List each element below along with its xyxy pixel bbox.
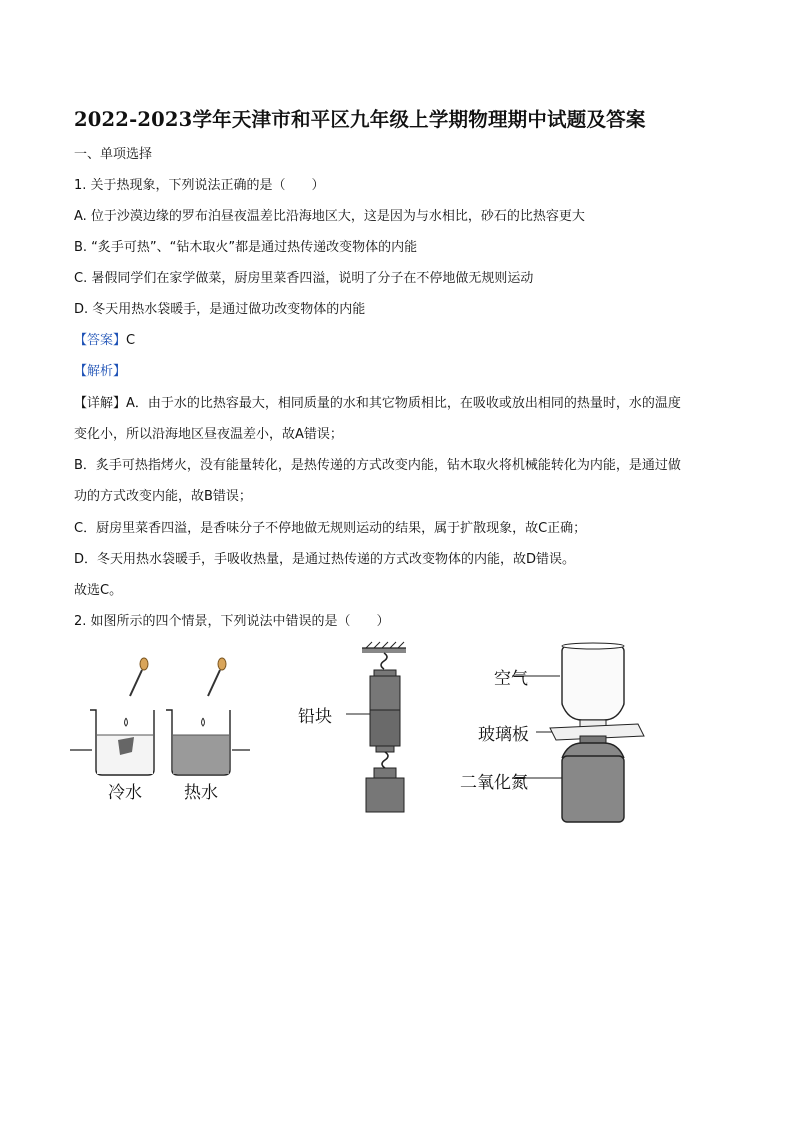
label-hot-water: 热水 xyxy=(184,783,218,803)
analysis-tag: 【解析】 xyxy=(74,364,127,379)
q2-figure xyxy=(60,640,700,830)
q2-figure-drawing xyxy=(60,640,700,830)
section-heading: 一、单项选择 xyxy=(74,147,153,162)
q1-detail-c: C．厨房里菜香四溢，是香味分子不停地做无规则运动的结果，属于扩散现象，故C正确； xyxy=(74,521,587,536)
q1-option-a: A. 位于沙漠边缘的罗布泊昼夜温差比沿海地区大，这是因为与水相比，砂石的比热容更大 xyxy=(74,209,585,224)
q1-detail-a-line2: 变化小，所以沿海地区昼夜温差小，故A错误； xyxy=(74,427,343,442)
q1-stem: 1. 关于热现象，下列说法正确的是（ ） xyxy=(74,178,325,193)
answer-value: C xyxy=(126,333,136,348)
gas-bottles-illustration xyxy=(512,643,644,822)
q1-option-d: D. 冬天用热水袋暖手，是通过做功改变物体的内能 xyxy=(74,302,366,317)
q1-option-c: C. 暑假同学们在家学做菜，厨房里菜香四溢，说明了分子在不停地做无规则运动 xyxy=(74,271,534,286)
q2-stem: 2. 如图所示的四个情景，下列说法中错误的是（ ） xyxy=(74,614,390,629)
q1-option-b: B. “炙手可热”、“钻木取火”都是通过热传递改变物体的内能 xyxy=(74,240,418,255)
page-title: 2022-2023学年天津市和平区九年级上学期物理期中试题及答案 xyxy=(74,108,646,131)
label-lead-block: 铅块 xyxy=(298,707,332,727)
q1-answer xyxy=(74,332,135,350)
beakers-illustration xyxy=(70,658,250,775)
lead-blocks-illustration xyxy=(346,642,406,812)
label-air: 空气 xyxy=(494,669,528,689)
detail-tag: 【详解】 xyxy=(74,396,127,411)
answer-tag: 【答案】 xyxy=(74,333,127,348)
label-no2: 二氧化氮 xyxy=(460,773,528,793)
q1-analysis xyxy=(74,363,126,381)
label-cold-water: 冷水 xyxy=(108,783,142,803)
q1-detail-d: D．冬天用热水袋暖手，手吸收热量，是通过热传递的方式改变物体的内能，故D错误。 xyxy=(74,552,576,567)
q1-conclusion: 故选C。 xyxy=(74,583,123,598)
q1-detail-b-line1: B．炙手可热指烤火，没有能量转化，是热传递的方式改变内能，钻木取火将机械能转化为内能，是通过做 xyxy=(74,458,681,473)
q1-detail-b-line2: 功的方式改变内能，故B错误； xyxy=(74,489,252,504)
label-glass-plate: 玻璃板 xyxy=(478,725,529,745)
detail-a-text1: A．由于水的比热容最大，相同质量的水和其它物质相比，在吸收或放出相同的热量时，水的温度 xyxy=(126,396,681,411)
q1-detail-a-line1 xyxy=(74,395,681,413)
